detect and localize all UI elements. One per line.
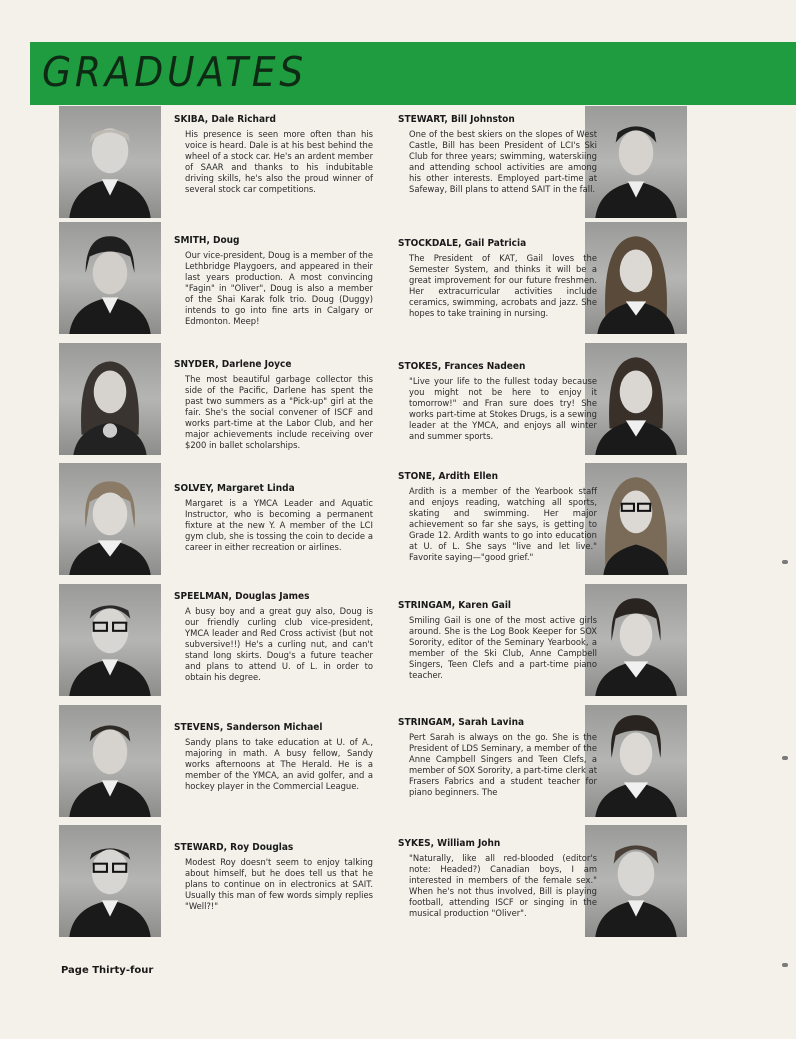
portrait-photo (59, 825, 161, 937)
graduate-entry (398, 838, 609, 919)
graduate-entry (174, 842, 385, 912)
graduate-entry (398, 238, 609, 319)
graduate-bio: Margaret is a YMCA Leader and Aquatic Instructor, who is becoming a permanent fixture at the new Y. A member of the LCI gym club, she is tossing the coin to decide a career in either recreation or airlines. (185, 498, 373, 552)
header-banner (30, 42, 796, 105)
graduate-entry (398, 717, 609, 798)
graduate-name: STOCKDALE, Gail Patricia (398, 238, 527, 249)
graduate-name: SOLVEY, Margaret Linda (174, 483, 295, 494)
graduate-entry (174, 722, 385, 792)
scan-mark (782, 963, 788, 967)
graduate-name: STONE, Ardith Ellen (398, 471, 499, 482)
graduate-bio: The President of KAT, Gail loves the Semester System, and thinks it will be a great improvement for our future freshmen. Her extracurricular activities include ceramics, swimming, acrobats and jazz. She hopes to take training in nursing. (409, 253, 597, 318)
portrait-photo (59, 106, 161, 218)
graduate-entry (398, 114, 609, 195)
scan-mark (782, 756, 788, 760)
graduate-name: STOKES, Frances Nadeen (398, 361, 526, 372)
graduate-name: STRINGAM, Sarah Lavina (398, 717, 525, 728)
portrait-photo (59, 343, 161, 455)
page-title: GRADUATES (42, 48, 307, 96)
graduate-bio: Smiling Gail is one of the most active girls around. She is the Log Book Keeper for SOX Sorority, editor of the Seminary Yearbook, a member of the Ski Club, Anne Campbell Singers, Teen Clefs and a part-time piano teacher. (409, 615, 597, 680)
graduate-entry (174, 359, 385, 451)
graduate-entry (174, 483, 385, 553)
graduate-name: STEWARD, Roy Douglas (174, 842, 294, 853)
graduate-bio: A busy boy and a great guy also, Doug is our friendly curling club vice-president, YMCA leader and Red Cross activist (but not subversive!!) He's a curling nut, and can't stand long skirts. Doug's a future teacher and plans to attend U. of L. in order to obtain his degree. (185, 606, 373, 682)
graduate-bio: The most beautiful garbage collector this side of the Pacific, Darlene has spent the past two summers as a "Pick-up" girl at the fair. She's the social convener of ISCF and works part-time at the Labor Club, and her major achievements include receiving over $200 in ballet scholarships. (185, 374, 373, 450)
graduate-name: SKIBA, Dale Richard (174, 114, 276, 125)
graduate-entry (174, 235, 385, 327)
graduate-entry (174, 591, 385, 683)
graduate-entry (398, 361, 609, 442)
graduate-bio: One of the best skiers on the slopes of West Castle, Bill has been President of LCI's Ski Club for three years; swimming, waterskiing and attending school activities are among his other interests. Employed part-time at Safeway, Bill plans to attend SAIT in the fall. (409, 129, 597, 194)
graduate-entry (398, 600, 609, 681)
graduate-name: SPEELMAN, Douglas James (174, 591, 310, 602)
scan-mark (782, 560, 788, 564)
graduate-bio: Pert Sarah is always on the go. She is the President of LDS Seminary, a member of the Anne Campbell Singers and Teen Clefs, a member of SOX Sorority, a part-time clerk at Frasers Fabrics and a student teacher for piano beginners. The (409, 732, 597, 797)
graduate-name: STEVENS, Sanderson Michael (174, 722, 323, 733)
graduate-name: SYKES, William John (398, 838, 501, 849)
graduate-bio: Modest Roy doesn't seem to enjoy talking about himself, but he does tell us that he plans to continue on in electronics at SAIT. Usually this man of few words simply replies "Well?!" (185, 857, 373, 911)
graduate-name: SMITH, Doug (174, 235, 240, 246)
graduate-bio: Our vice-president, Doug is a member of the Lethbridge Playgoers, and appeared in their last years production. A most convincing "Fagin" in "Oliver", Doug is also a member of the Shai Karak folk trio. Doug (Duggy) intends to go into fine arts in Calgary or Edmonton. Meep! (185, 250, 373, 326)
portrait-photo (59, 584, 161, 696)
graduate-bio: Sandy plans to take education at U. of A., majoring in math. A busy fellow, Sandy works afternoons at The Herald. He is a member of the YMCA, an avid golfer, and a hockey player in the Commercial League. (185, 737, 373, 791)
graduate-name: STRINGAM, Karen Gail (398, 600, 512, 611)
graduate-bio: Ardith is a member of the Yearbook staff and enjoys reading, watching all sports, skating and swimming. Her major achievement so far she says, is getting to Grade 12. Ardith wants to go into education at U. of L. She says "live and let live." Favorite saying—"good grief." (409, 486, 597, 562)
graduate-bio: "Live your life to the fullest today because you might not be here to enjoy it tomorrow!" and Fran sure does try! She works part-time at Stokes Drugs, is a sewing leader at the YMCA, and enjoys all winter and summer sports. (409, 376, 597, 441)
portrait-photo (59, 463, 161, 575)
graduate-name: SNYDER, Darlene Joyce (174, 359, 292, 370)
graduate-bio: His presence is seen more often than his voice is heard. Dale is at his best behind the wheel of a stock car. He's an ardent member of SAAR and thanks to his indubitable driving skills, he's also the proud winner of several stock car competitions. (185, 129, 374, 194)
page-number: Page Thirty-four (61, 965, 154, 976)
graduate-bio: "Naturally, like all red-blooded (editor's note: Headed?) Canadian boys, I am interested in members of the female sex." When he's not thus involved, Bill is playing football, attending ISCF or singing in the musical production "Oliver". (409, 853, 597, 918)
portrait-photo (59, 222, 161, 334)
graduate-entry (174, 114, 385, 195)
graduate-name: STEWART, Bill Johnston (398, 114, 515, 125)
portrait-photo (59, 705, 161, 817)
graduate-entry (398, 471, 609, 563)
